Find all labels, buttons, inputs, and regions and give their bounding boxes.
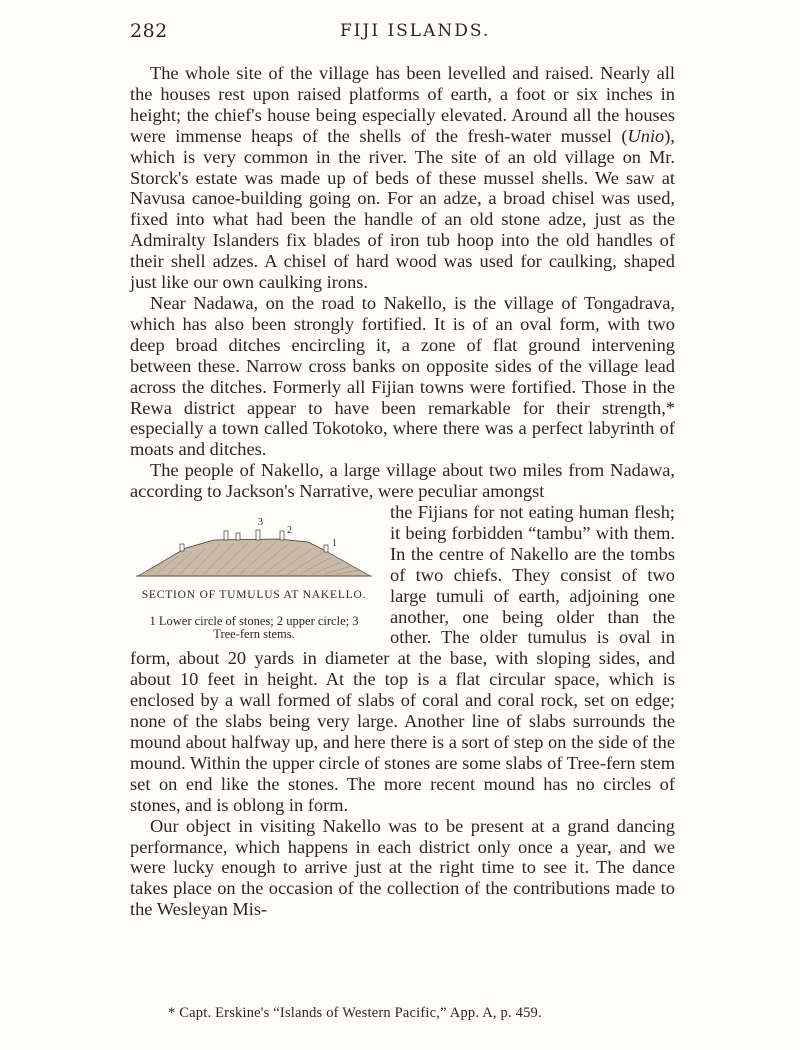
upper-stone — [236, 533, 240, 540]
upper-stone — [280, 531, 284, 540]
upper-stone — [224, 531, 228, 540]
page-number: 282 — [130, 20, 168, 42]
figure-caption: SECTION OF TUMULUS AT NAKELLO. — [141, 589, 367, 602]
footnote: * Capt. Erskine's “Islands of Western Pacific,” App. A, p. 459. — [168, 1005, 542, 1021]
paragraph: Near Nadawa, on the road to Nakello, is the village of Tongadrava, which has also been strongly fortified. It is of an oval form, with two deep broad ditches encircling it, a zone of flat ground intervening between these. Narrow cross banks on opposite sides of the village lead across the ditches. Formerly all Fijian towns were fortified. Those in the Rewa district appear to have been remarkable for their strength,* especially a town called Tokotoko, where there was a perfect labyrinth of moats and ditches. — [130, 292, 675, 460]
paragraph-text: The whole site of the village has been levelled and raised. Nearly all the houses rest upon raised platforms of earth, a foot or six inches in height; the chief's house being especially elevated. Around all the houses were immense heaps of the shells of the fresh-water mussel ( — [130, 63, 675, 146]
paragraph-text: ), which is very common in the river. The site of an old village on Mr. Storck's estate was made up of beds of these mussel shells. We saw at Navusa canoe-building going on. For an adze, a broad chisel was used, fixed into what had been the handle of an old stone adze, just as the Admiralty Islanders fix blades of iron tub hoop into the old handles of their shell adzes. A chisel of hard wood was used for caulking, shaped just like our own caulking irons. — [130, 125, 675, 293]
paragraph-text: The people of Nakello, a large village about two miles from Nadawa, according to Jackson's Narrative, were peculiar amongst — [130, 460, 675, 502]
lower-stone-right — [324, 545, 328, 552]
paragraph: Our object in visiting Nakello was to be present at a grand dancing performance, which happens in each district only once a year, and we were lucky enough to arrive just at the right time to see it. The dance takes place on the occasion of the collection of the contributions made to the Wesleyan Mis- — [130, 815, 675, 920]
tree-fern-stem — [256, 530, 260, 540]
paragraph — [130, 63, 675, 293]
lower-stone-left — [180, 544, 184, 551]
tumulus-section-drawing — [128, 506, 380, 582]
tumulus-figure — [128, 506, 380, 642]
running-head: FIJI ISLANDS. — [340, 21, 491, 41]
figure-label-3: 3 — [258, 517, 263, 529]
figure-label-1: 1 — [332, 538, 337, 550]
figure-label-2: 2 — [287, 525, 292, 537]
paragraph-text: the Fijians for not eating human flesh; it being forbidden “tambu” with them. In the centre of Nakello are the tombs of two chiefs. They consist of two large tumuli of earth, adjoining one another, one being older than the other. The older tumulus is oval in form, about 20 yards in diameter at the base, with sloping sides, and about 10 feet in height. At the top is a flat circular space, which is enclosed by a wall formed of slabs of coral and coral rock, set on edge; none of the slabs being very large. Another line of slabs surrounds the mound about halfway up, and here there is a sort of step on the side of the mound. Within the upper circle of stones are some slabs of Tree-fern stem set on end like the stones. The more recent mound has no circles of stones, and is oblong in form. — [130, 502, 675, 815]
paragraph — [130, 460, 675, 502]
page-header — [130, 20, 675, 50]
body-text — [130, 63, 675, 920]
figure-legend: 1 Lower circle of stones; 2 upper circle; 3 Tree-fern stems. — [149, 613, 359, 641]
italic-term: Unio — [627, 125, 665, 146]
